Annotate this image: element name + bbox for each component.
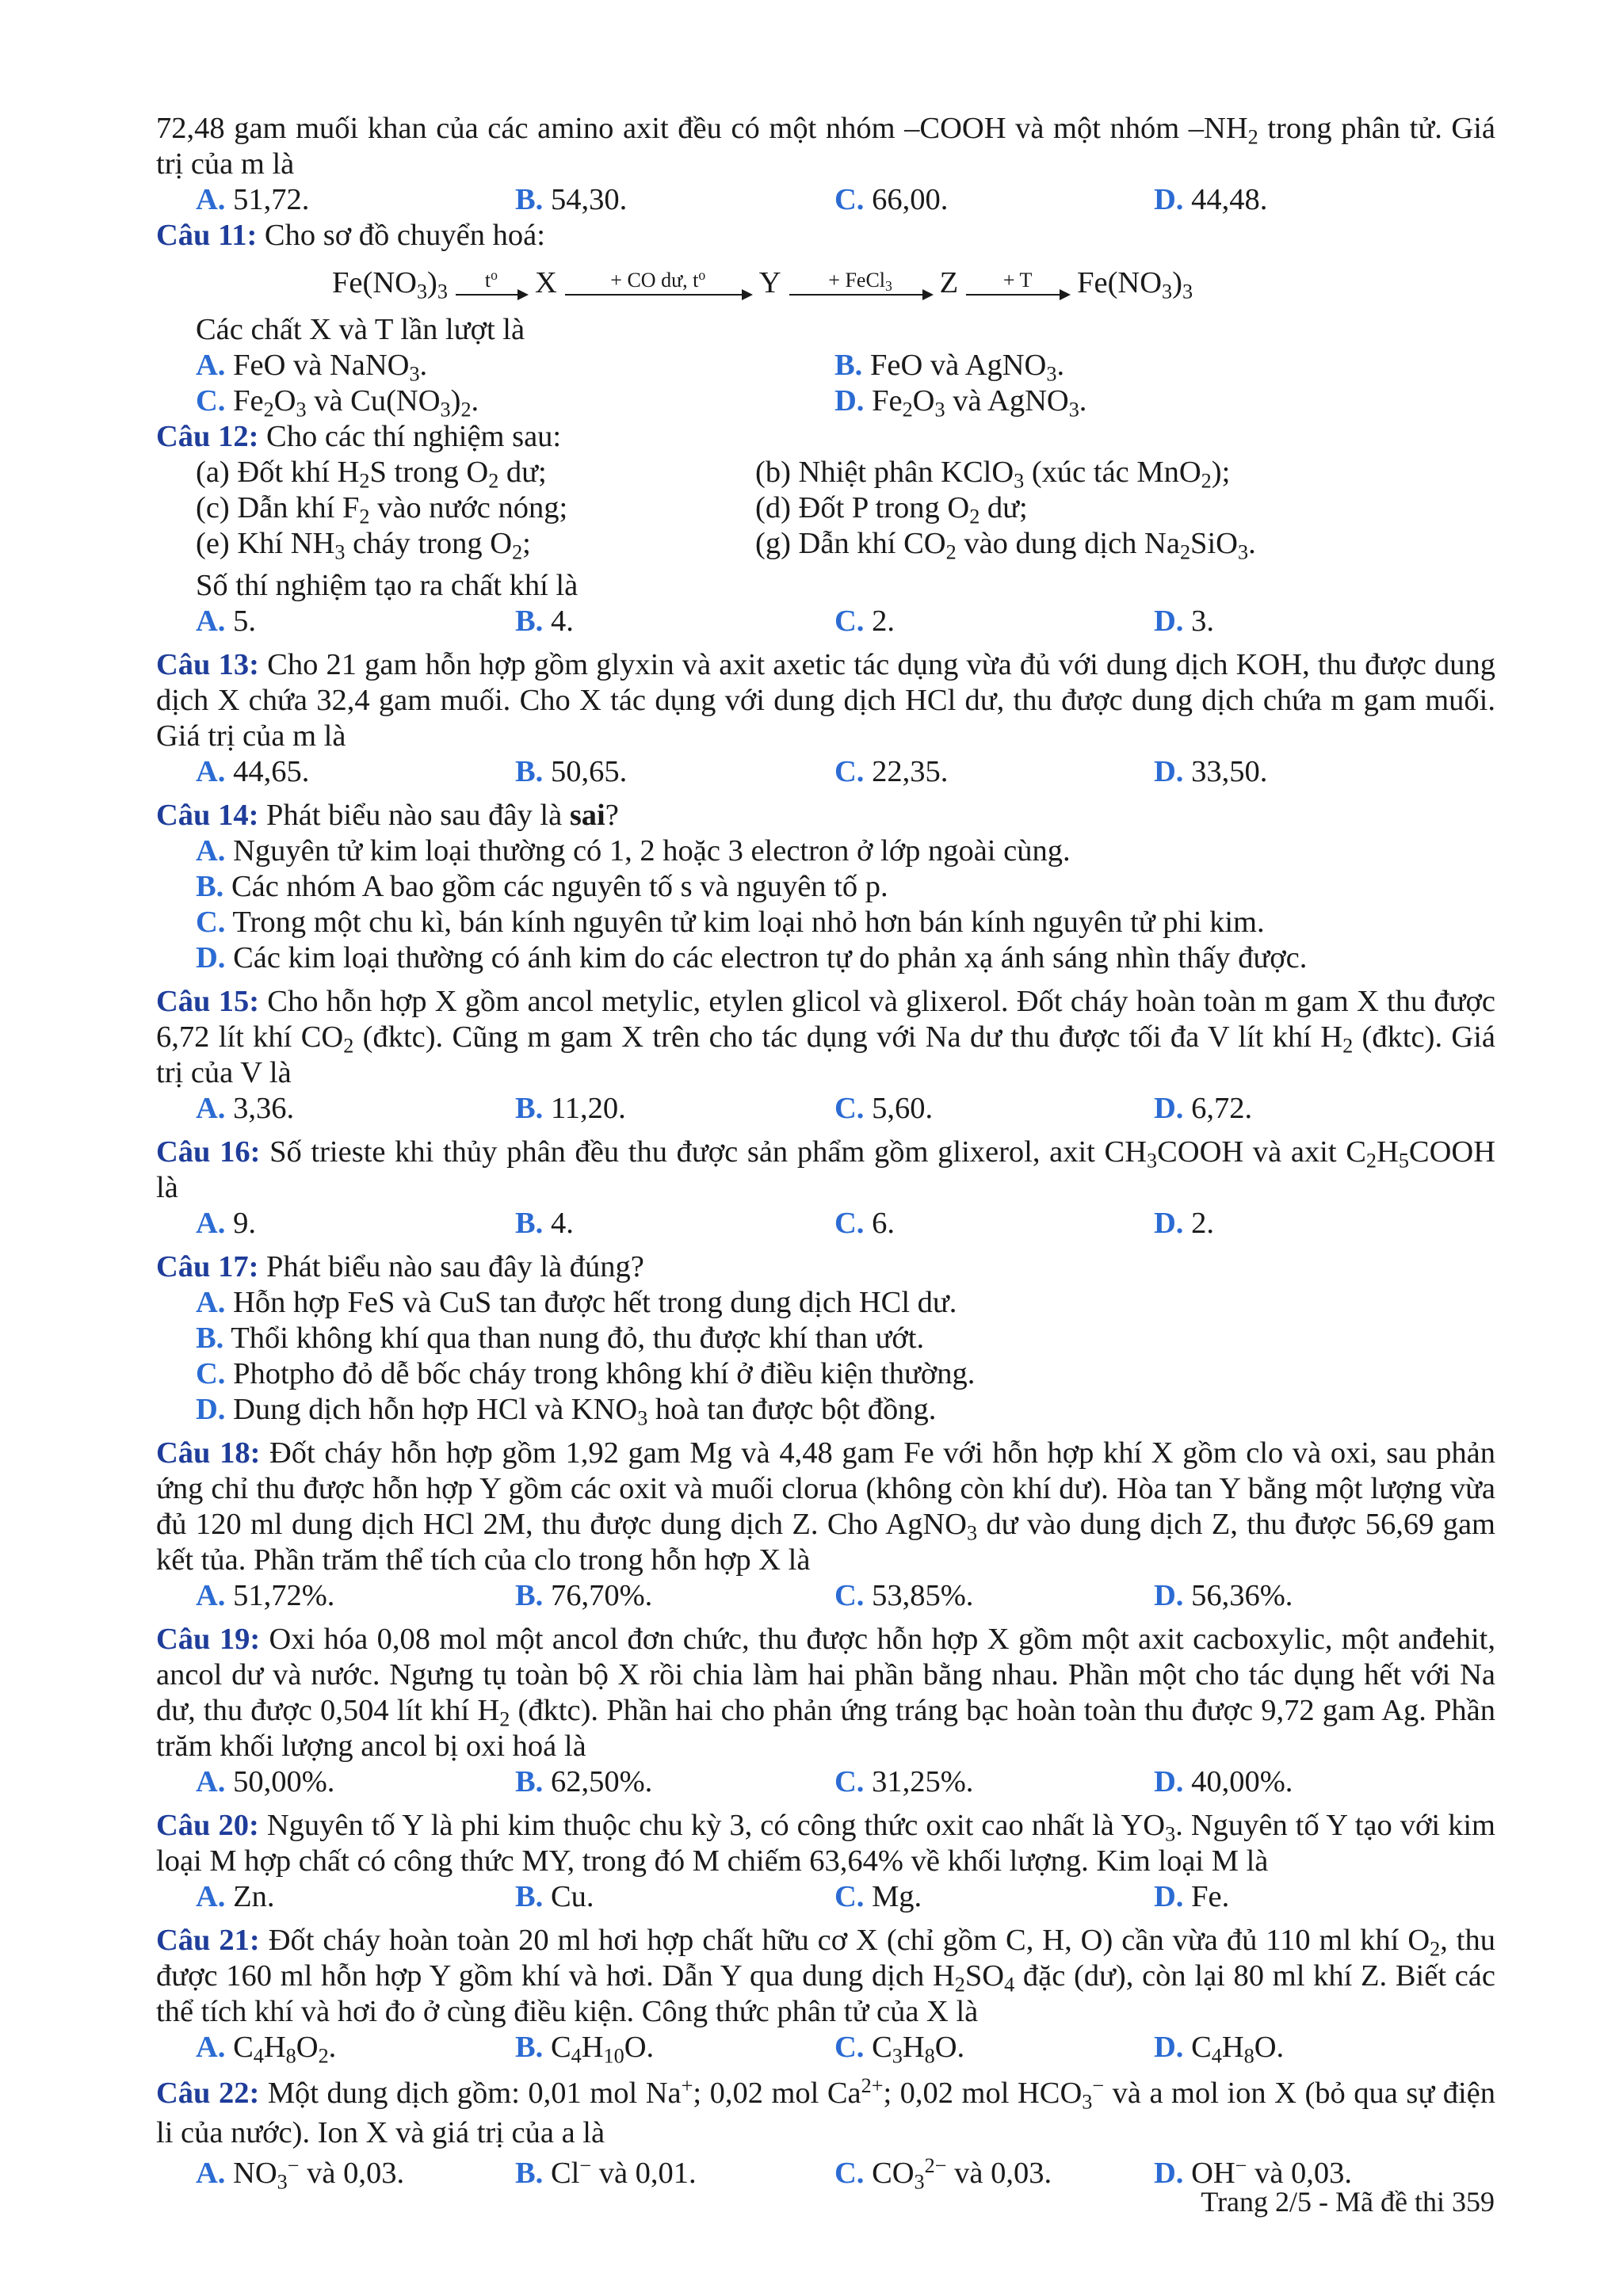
option-c[interactable]: C. 5,60. [834, 1092, 934, 1125]
question-20-stem: Câu 20: Nguyên tố Y là phi kim thuộc chu kỳ 3, có công thức oxit cao nhất là $YO_3$. Nguyên tố Y tạo với kim loại M hợp chất có công thức MY, trong đó M chiếm 63,64% về khối lượng. Kim loại M là [156, 1809, 1495, 1878]
option-a[interactable]: A. Nguyên tử kim loại thường có 1, 2 hoặc 3 electron ở lớp ngoài cùng. [196, 834, 1071, 868]
option-c[interactable]: C. $CO_3^{2-}$ và 0,03. [834, 2153, 1052, 2194]
option-b[interactable]: B. 76,70%. [515, 1579, 653, 1612]
scheme-x: X [534, 265, 557, 299]
option-b[interactable]: B. Cu. [515, 1880, 594, 1913]
question-11-options-row1 [156, 348, 1495, 386]
option-a[interactable]: A. 44,65. [196, 755, 310, 788]
question-13-options [156, 754, 1495, 790]
option-a[interactable]: A. 51,72%. [196, 1579, 335, 1612]
question-12-options [156, 604, 1495, 639]
question-12-stem: Câu 12: Cho các thí nghiệm sau: [156, 420, 562, 453]
experiment-d: (d) Đốt P trong $O_2$ dư; [755, 491, 1028, 528]
option-a[interactable]: A. 5. [196, 605, 256, 638]
option-c[interactable]: C. 53,85%. [834, 1579, 974, 1612]
experiment-list [156, 455, 1495, 562]
question-17-options [156, 1285, 1495, 1428]
scheme-arrow-1: $t^o$ [456, 270, 527, 296]
option-c[interactable]: C. 66,00. [834, 183, 949, 216]
question-15-options [156, 1091, 1495, 1127]
option-b[interactable]: B. Các nhóm A bao gồm các nguyên tố s và nguyên tố p. [196, 870, 888, 903]
option-a[interactable]: A. $NO_3^-$ và 0,03. [196, 2153, 405, 2194]
experiment-e: (e) Khí $NH_3$ cháy trong $O_2$; [196, 527, 531, 564]
experiment-g: (g) Dẫn khí $CO_2$ vào dung dịch $Na_2SiO_3$. [755, 527, 1256, 564]
option-b[interactable]: B. 11,20. [515, 1092, 626, 1125]
experiment-c: (c) Dẫn khí $F_2$ vào nước nóng; [196, 491, 568, 528]
option-c[interactable]: C. 2. [834, 605, 895, 638]
option-c[interactable]: C. $Fe_2O_3$ và $Cu(NO_3)_2$. [196, 384, 479, 421]
option-d[interactable]: D. 44,48. [1154, 183, 1268, 216]
question-18-options [156, 1578, 1495, 1614]
option-d[interactable]: D. Dung dịch hỗn hợp HCl và $KNO_3$ hoà tan được bột đồng. [196, 1393, 937, 1430]
option-c[interactable]: C. 22,35. [834, 755, 949, 788]
option-d[interactable]: D. Các kim loại thường có ánh kim do các electron tự do phản xạ ánh sáng nhìn thấy được. [196, 941, 1308, 974]
option-d[interactable]: D. 3. [1154, 605, 1214, 638]
option-d[interactable]: D. 2. [1154, 1207, 1214, 1240]
scheme-z: Z [939, 265, 959, 299]
option-a[interactable]: A. 3,36. [196, 1092, 295, 1125]
option-b[interactable]: B. 62,50%. [515, 1765, 653, 1798]
option-b[interactable]: B. 54,30. [515, 183, 628, 216]
scheme-start: $Fe(NO_3)_3$ [332, 265, 448, 303]
scheme-arrow-3: + FeCl$_3$ [789, 270, 932, 296]
question-11-options-row2 [156, 383, 1495, 419]
question-12-prompt: Số thí nghiệm tạo ra chất khí là [196, 569, 579, 602]
question-16-stem: Câu 16: Số trieste khi thủy phân đều thu được sản phẩm gồm glixerol, axit $CH_3COOH$ và axit $C_2H_5COOH$ là [156, 1135, 1495, 1204]
option-a[interactable]: A. 51,72. [196, 183, 310, 216]
scheme-arrow-4: + T [966, 270, 1069, 296]
question-20-options [156, 1879, 1495, 1915]
option-d[interactable]: D. 6,72. [1154, 1092, 1253, 1125]
option-a[interactable]: A. $C_4H_8O_2$. [196, 2031, 337, 2068]
option-c[interactable]: C. Mg. [834, 1880, 922, 1913]
option-b[interactable]: B. 50,65. [515, 755, 628, 788]
option-b[interactable]: B. $C_4H_{10}O$. [515, 2031, 655, 2068]
page-footer: Trang 2/5 - Mã đề thi 359 [1201, 2186, 1495, 2218]
question-15-stem: Câu 15: Cho hỗn hợp X gồm ancol metylic, etylen glicol và glixerol. Đốt cháy hoàn toàn m gam X thu được 6,72 lít khí $CO_2$ (đktc). Cũng m gam X trên cho tác dụng với Na dư thu được tối đa V lít khí $H_2$ (đktc). Giá trị của V là [156, 985, 1496, 1089]
scheme-arrow-2: + CO dư, $t^o$ [565, 270, 751, 296]
option-d[interactable]: D. 40,00%. [1154, 1765, 1293, 1798]
option-b[interactable]: B. FeO và AgNO$_3$. [834, 349, 1065, 386]
question-10-stem: 72,48 gam muối khan của các amino axit đều có một nhóm –COOH và một nhóm $-NH_2$ trong phân tử. Giá trị của m là [156, 112, 1495, 181]
experiment-a: (a) Đốt khí $H_2S$ trong $O_2$ dư; [196, 456, 547, 493]
scheme-y: Y [758, 265, 781, 299]
option-a[interactable]: A. FeO và NaNO$_3$. [196, 349, 428, 386]
option-c[interactable]: C. Trong một chu kì, bán kính nguyên tử kim loại nhỏ hơn bán kính nguyên tử phi kim. [196, 906, 1265, 939]
option-a[interactable]: A. 50,00%. [196, 1765, 335, 1798]
question-10-options [156, 182, 1495, 218]
option-d[interactable]: D. 56,36%. [1154, 1579, 1293, 1612]
question-11-prompt: Các chất X và T lần lượt là [196, 313, 525, 346]
option-d[interactable]: D. 33,50. [1154, 755, 1268, 788]
option-d[interactable]: D. $Fe_2O_3$ và AgNO$_3$. [834, 384, 1087, 421]
option-c[interactable]: C. Photpho đỏ dễ bốc cháy trong không khí ở điều kiện thường. [196, 1357, 976, 1390]
question-16-options [156, 1206, 1495, 1241]
option-c[interactable]: C. 6. [834, 1207, 895, 1240]
question-14-stem: Câu 14: Phát biểu nào sau đây là sai? [156, 799, 619, 832]
option-d[interactable]: D. $C_4H_8O$. [1154, 2031, 1285, 2068]
option-c[interactable]: C. 31,25%. [834, 1765, 974, 1798]
question-11-stem: Câu 11: Cho sơ đồ chuyển hoá: [156, 219, 545, 252]
question-14-options [156, 833, 1495, 976]
option-c[interactable]: C. $C_3H_8O$. [834, 2031, 965, 2068]
question-17-stem: Câu 17: Phát biểu nào sau đây là đúng? [156, 1250, 644, 1283]
exam-page [156, 111, 1495, 2194]
option-a[interactable]: A. 9. [196, 1207, 256, 1240]
scheme-end: $Fe(NO_3)_3$ [1077, 265, 1193, 303]
option-a[interactable]: A. Zn. [196, 1880, 275, 1913]
option-b[interactable]: B. Thổi không khí qua than nung đỏ, thu được khí than ướt. [196, 1322, 925, 1355]
question-21-stem: Câu 21: Đốt cháy hoàn toàn 20 ml hơi hợp chất hữu cơ X (chỉ gồm C, H, O) cần vừa đủ 110 ml khí $O_2$, thu được 160 ml hỗn hợp Y gồm khí và hơi. Dẫn Y qua dung dịch $H_2SO_4$ đặc (dư), còn lại 80 ml khí Z. Biết các thể tích khí và hơi đo ở cùng điều kiện. Công thức phân tử của X là [156, 1924, 1495, 2028]
reaction-scheme [156, 254, 1495, 312]
option-b[interactable]: B. 4. [515, 605, 574, 638]
option-a[interactable]: A. Hỗn hợp FeS và CuS tan được hết trong dung dịch HCl dư. [196, 1286, 957, 1319]
option-d[interactable]: D. OH− và 0,03. [1154, 2153, 1353, 2190]
option-b[interactable]: B. Cl− và 0,01. [515, 2153, 697, 2190]
question-19-stem: Câu 19: Oxi hóa 0,08 mol một ancol đơn chức, thu được hỗn hợp X gồm một axit cacboxylic, một anđehit, ancol dư và nước. Ngưng tụ toàn bộ X rồi chia làm hai phần bằng nhau. Phần một cho tác dụng hết với Na dư, thu được 0,504 lít khí $H_2$ (đktc). Phần hai cho phản ứng tráng bạc hoàn toàn thu được 9,72 gam Ag. Phần trăm khối lượng ancol bị oxi hoá là [156, 1623, 1496, 1763]
question-13-stem: Câu 13: Cho 21 gam hỗn hợp gồm glyxin và axit axetic tác dụng vừa đủ với dung dịch KOH, thu được dung dịch X chứa 32,4 gam muối. Cho X tác dụng với dung dịch HCl dư, thu được dung dịch chứa m gam muối. Giá trị của m là [156, 648, 1496, 753]
question-21-options [156, 2030, 1495, 2068]
question-22-stem: Câu 22: Một dung dịch gồm: 0,01 mol Na+; 0,02 mol $Ca^{2+}$; 0,02 mol $HCO_3^-$ và a mol ion X (bỏ qua sự điện li của nước). Ion X và giá trị của a là [156, 2073, 1495, 2149]
option-d[interactable]: D. Fe. [1154, 1880, 1230, 1913]
question-18-stem: Câu 18: Đốt cháy hỗn hợp gồm 1,92 gam Mg và 4,48 gam Fe với hỗn hợp khí X gồm clo và oxi, sau phản ứng chỉ thu được hỗn hợp Y gồm các oxit và muối clorua (không còn khí dư). Hòa tan Y bằng một lượng vừa đủ 120 ml dung dịch HCl 2M, thu được dung dịch Z. Cho AgNO$_3$ dư vào dung dịch Z, thu được 56,69 gam kết tủa. Phần trăm thể tích của clo trong hỗn hợp X là [156, 1436, 1495, 1577]
question-19-options [156, 1764, 1495, 1800]
option-b[interactable]: B. 4. [515, 1207, 574, 1240]
experiment-b: (b) Nhiệt phân KClO$_3$ (xúc tác MnO$_2$); [755, 456, 1231, 493]
